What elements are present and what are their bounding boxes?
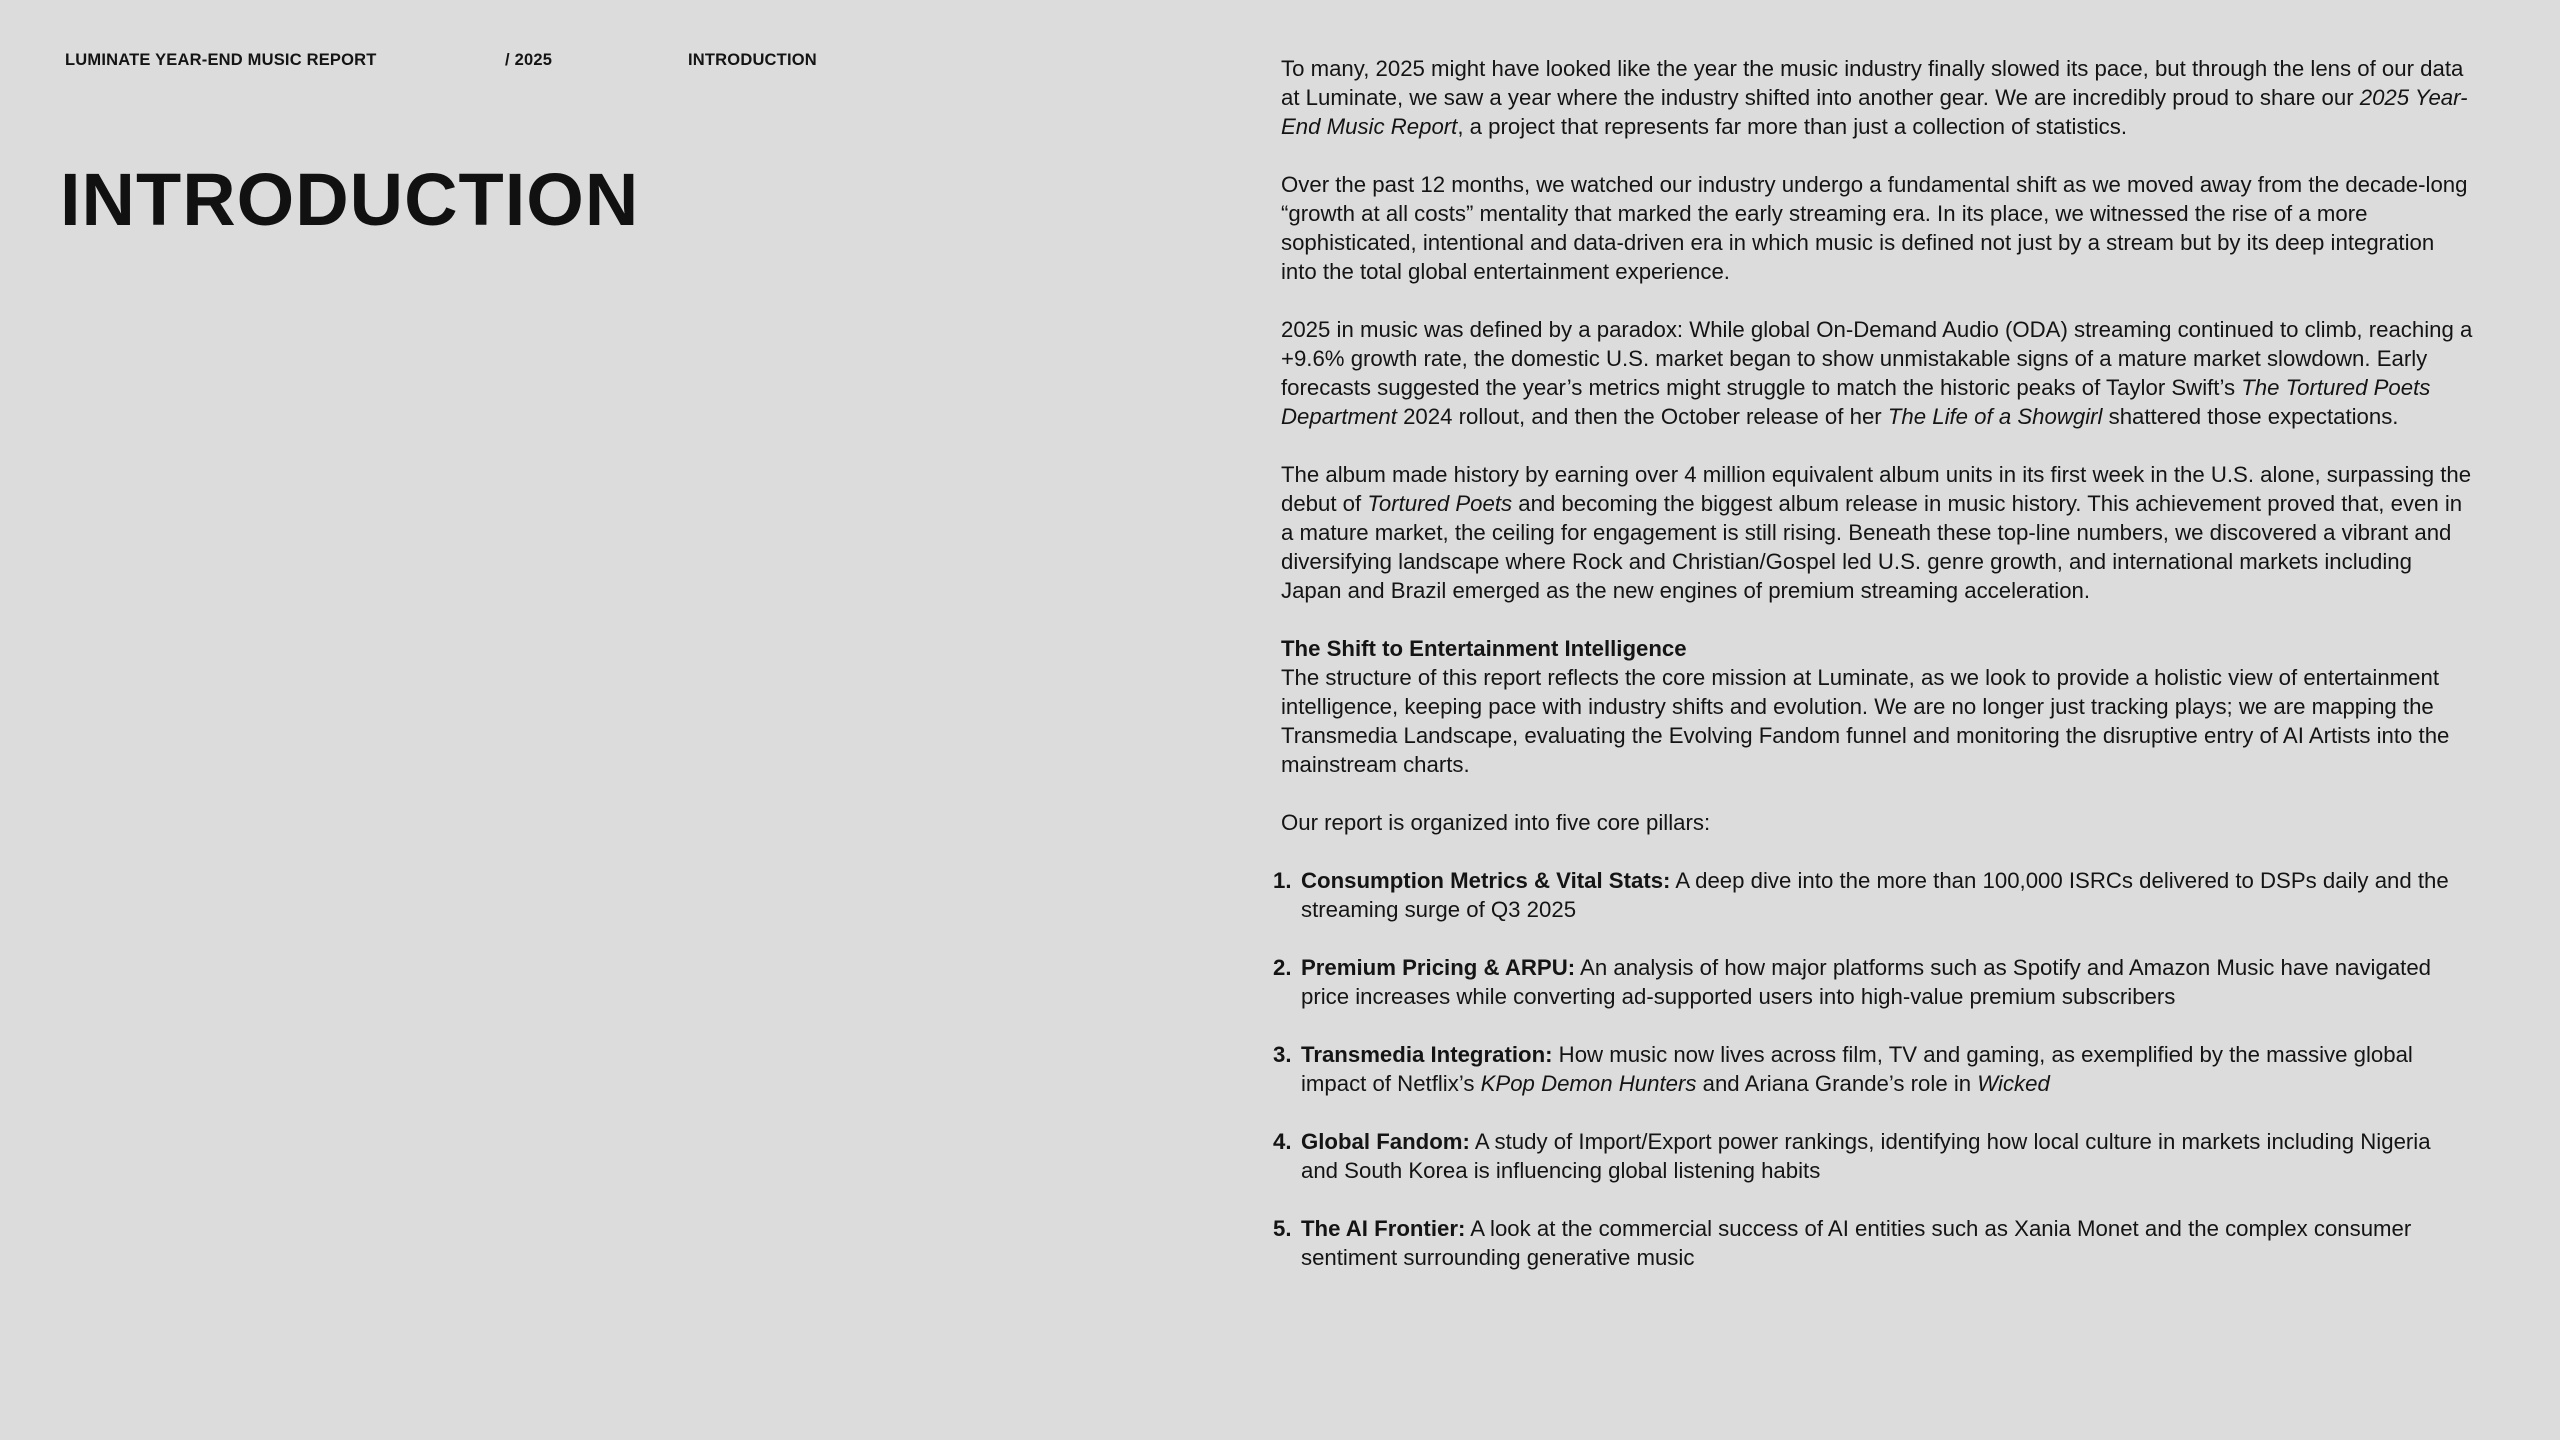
entertainment-intelligence-section	[1281, 634, 2476, 779]
pillar-title: The AI Frontier:	[1301, 1216, 1466, 1241]
pillar-number: 4.	[1273, 1129, 1292, 1154]
report-title-italic: 2025 Year-End Music Report	[1281, 85, 2468, 139]
section-label: INTRODUCTION	[688, 51, 817, 69]
album-title-italic: Tortured Poets	[1367, 491, 1513, 516]
body-text-column	[1273, 54, 2476, 1301]
text-run: The album made history by earning over 4 million equivalent album units in its first week in the U.S. alone, surpassing the debut of	[1281, 462, 2472, 516]
pillar-number: 3.	[1273, 1042, 1292, 1067]
shift-paragraph: Over the past 12 months, we watched our industry undergo a fundamental shift as we moved away from the decade-long “growth at all costs” mentality that marked the early streaming era. In its place, we witnessed the rise of a more sophisticated, intentional and data-driven era in which music is defined not just by a stream but by its deep integration into the total global entertainment experience.	[1281, 172, 2468, 284]
pillar-item	[1273, 1127, 2466, 1185]
album-history-paragraph	[1281, 460, 2476, 605]
pillar-title: Consumption Metrics & Vital Stats:	[1301, 868, 1671, 893]
text-run: , a project that represents far more than just a collection of statistics.	[1457, 114, 2127, 139]
album-title-italic: The Tortured Poets Department	[1281, 375, 2431, 429]
pillar-text: and Ariana Grande’s role in	[1696, 1071, 1978, 1096]
pillar-number: 1.	[1273, 868, 1292, 893]
pillar-number: 2.	[1273, 955, 1292, 980]
pillar-title: Premium Pricing & ARPU:	[1301, 955, 1576, 980]
pillar-title: Transmedia Integration:	[1301, 1042, 1553, 1067]
pillar-item	[1273, 953, 2466, 1011]
title-italic: Wicked	[1977, 1071, 2050, 1096]
title-italic: KPop Demon Hunters	[1480, 1071, 1697, 1096]
report-name: LUMINATE YEAR-END MUSIC REPORT	[65, 51, 377, 69]
album-title-italic: The Life of a Showgirl	[1887, 404, 2103, 429]
pillar-number: 5.	[1273, 1216, 1292, 1241]
pillar-item	[1273, 1214, 2466, 1272]
pillar-text: An analysis of how major platforms such as Spotify and Amazon Music have navigated price increases while converting ad-supported users into high-value premium subscribers	[1301, 955, 2432, 1009]
pillar-text: A study of Import/Export power rankings, identifying how local culture in markets including Nigeria and South Korea is influencing global listening habits	[1301, 1129, 2431, 1183]
text-run: shattered those expectations.	[2102, 404, 2399, 429]
intro-paragraph	[1281, 54, 2476, 141]
pillars-list	[1273, 866, 2476, 1272]
section-subheading: The Shift to Entertainment Intelligence	[1281, 636, 1687, 661]
pillars-intro: Our report is organized into five core pillars:	[1281, 810, 1711, 835]
pillar-item	[1273, 866, 2466, 924]
text-run: To many, 2025 might have looked like the year the music industry finally slowed its pace, but through the lens of our data at Luminate, we saw a year where the industry shifted into another gear. We are incredibly proud to share our	[1281, 56, 2464, 110]
section-text: The structure of this report reflects the core mission at Luminate, as we look to provide a holistic view of entertainment intelligence, keeping pace with industry shifts and evolution. We are no longer just tracking plays; we are mapping the Transmedia Landscape, evaluating the Evolving Fandom funnel and monitoring the disruptive entry of AI Artists into the mainstream charts.	[1281, 665, 2450, 777]
pillar-item	[1273, 1040, 2466, 1098]
report-year: / 2025	[505, 51, 553, 69]
page-title: INTRODUCTION	[60, 158, 640, 241]
text-run: 2025 in music was defined by a paradox: While global On-Demand Audio (ODA) streaming continued to climb, reaching a +9.6% growth rate, the domestic U.S. market began to show unmistakable signs of a mature market slowdown. Early forecasts suggested the year’s metrics might struggle to match the historic peaks of Taylor Swift’s	[1281, 317, 2473, 400]
pillar-text: A look at the commercial success of AI entities such as Xania Monet and the complex consumer sentiment surrounding generative music	[1301, 1216, 2412, 1270]
pillar-text: A deep dive into the more than 100,000 ISRCs delivered to DSPs daily and the streaming surge of Q3 2025	[1301, 868, 2449, 922]
paradox-paragraph	[1281, 315, 2476, 431]
text-run: and becoming the biggest album release in music history. This achievement proved that, even in a mature market, the ceiling for engagement is still rising. Beneath these top-line numbers, we discovered a vibrant and diversifying landscape where Rock and Christian/Gospel led U.S. genre growth, and international markets including Japan and Brazil emerged as the new engines of premium streaming acceleration.	[1281, 491, 2463, 603]
text-run: 2024 rollout, and then the October release of her	[1396, 404, 1888, 429]
pillar-text: How music now lives across film, TV and gaming, as exemplified by the massive global impact of Netflix’s	[1301, 1042, 2413, 1096]
pillar-title: Global Fandom:	[1301, 1129, 1470, 1154]
